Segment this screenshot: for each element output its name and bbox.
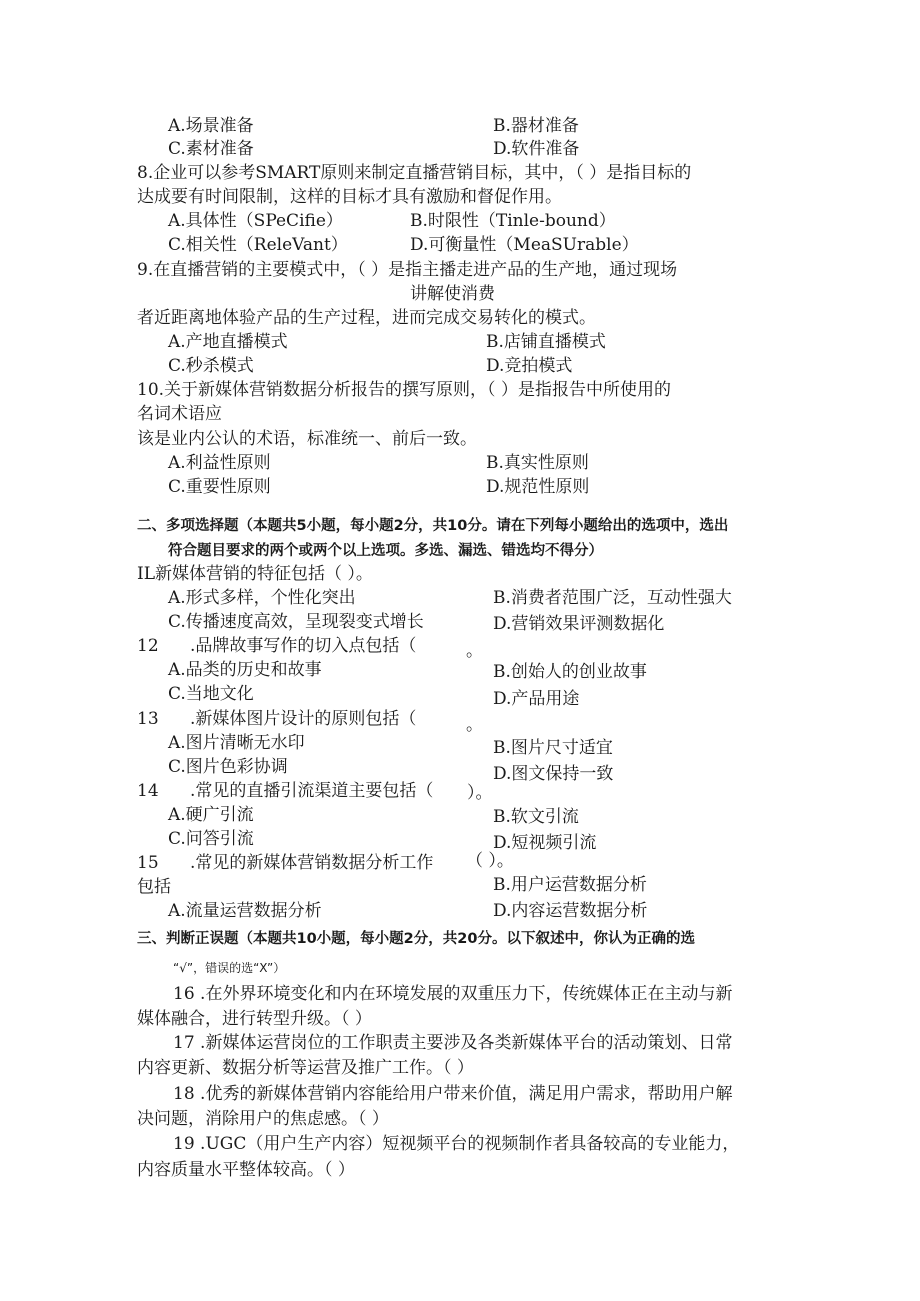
q7-option-c: C.素材准备 xyxy=(168,139,254,159)
q13-stem: .新媒体图片设计的原则包括（ xyxy=(190,709,417,729)
q7-option-a: A.场景准备 xyxy=(168,116,254,136)
q14-stem-tail: ）。 xyxy=(467,783,493,803)
q13-option-a: A.图片清晰无水印 xyxy=(168,733,305,753)
q15-option-a: A.流量运营数据分析 xyxy=(168,901,322,921)
q10-stem-line2: 该是业内公认的术语，标准统一、前后一致。 xyxy=(137,429,477,449)
q15-stem-tail: （ ）。 xyxy=(466,851,514,871)
q14-option-d: D.短视频引流 xyxy=(493,833,597,853)
q8-option-d: D.可衡量性（MeaSUrable） xyxy=(410,235,639,255)
q14-option-a: A.硬广引流 xyxy=(168,805,254,825)
q12-option-a: A.品类的历史和故事 xyxy=(168,660,322,680)
q13-number: 13 xyxy=(137,709,159,729)
q9-option-a: A.产地直播模式 xyxy=(168,332,288,352)
section2-heading-line2: 符合题目要求的两个或两个以上选项。多选、漏选、错选均不得分） xyxy=(168,543,603,559)
q12-number: 12 xyxy=(137,636,159,656)
q18-line1: 18 .优秀的新媒体营销内容能给用户带来价值，满足用户需求，帮助用户解 xyxy=(173,1084,733,1104)
q9-stem-line2: 者近距离地体验产品的生产过程，进而完成交易转化的模式。 xyxy=(137,308,596,328)
q10-stem-line1b: 名词术语应 xyxy=(137,404,222,424)
q10-option-d: D.规范性原则 xyxy=(486,477,590,497)
q19-line1: 19 .UGC（用户生产内容）短视频平台的视频制作者具备较高的专业能力， xyxy=(173,1134,740,1154)
q8-option-c: C.相关性（ReleVant） xyxy=(168,235,348,255)
q8-stem-line2: 达成要有时间限制，这样的目标才具有激励和督促作用。 xyxy=(137,187,562,207)
q12-option-d: D.产品用途 xyxy=(493,689,580,709)
q15-stem-line2: 包括 xyxy=(137,877,171,897)
q13-option-c: C.图片色彩协调 xyxy=(168,757,288,777)
q8-stem-line1: 8.企业可以参考SMART原则来制定直播营销目标，其中，（ ）是指目标的 xyxy=(137,163,692,183)
q10-option-b: B.真实性原则 xyxy=(486,453,589,473)
q10-option-c: C.重要性原则 xyxy=(168,477,271,497)
q16-line1: 16 .在外界环境变化和内在环境发展的双重压力下，传统媒体正在主动与新 xyxy=(173,984,733,1004)
section3-heading-line2: “√”，错误的选“X”） xyxy=(173,961,286,975)
q13-option-d: D.图文保持一致 xyxy=(493,764,614,784)
q12-option-b: B.创始人的创业故事 xyxy=(493,662,647,682)
q17-line1: 17 .新媒体运营岗位的工作职责主要涉及各类新媒体平台的活动策划、日常 xyxy=(173,1033,733,1053)
q10-option-a: A.利益性原则 xyxy=(168,453,271,473)
q15-stem: .常见的新媒体营销数据分析工作 xyxy=(190,853,434,873)
section3-heading-line1: 三、判断正误题（本题共10小题，每小题2分，共20分。以下叙述中，你认为正确的选 xyxy=(137,931,695,947)
q8-option-b: B.时限性（Tinle-bound） xyxy=(410,211,616,231)
q7-option-b: B.器材准备 xyxy=(493,116,579,136)
q9-option-c: C.秒杀模式 xyxy=(168,356,254,376)
q14-number: 14 xyxy=(137,781,159,801)
q9-option-d: D.竞拍模式 xyxy=(486,356,573,376)
q17-line2: 内容更新、数据分析等运营及推广工作。（ ） xyxy=(137,1058,474,1078)
q12-option-c: C.当地文化 xyxy=(168,684,254,704)
q7-option-d: D.软件准备 xyxy=(493,139,580,159)
q11-option-d: D.营销效果评测数据化 xyxy=(493,614,665,634)
q9-stem-line1: 9.在直播营销的主要模式中，（ ）是指主播走进产品的生产地，通过现场 xyxy=(137,260,678,280)
q10-stem-line1: 10.关于新媒体营销数据分析报告的撰写原则，（ ）是指报告中所使用的 xyxy=(137,380,671,400)
q16-line2: 媒体融合，进行转型升级。（ ） xyxy=(137,1009,372,1029)
q11-option-c: C.传播速度高效，呈现裂变式增长 xyxy=(168,612,424,632)
q9-stem-line1b: 讲解使消费 xyxy=(410,284,495,304)
q11-stem: IL新媒体营销的特征包括（ ）。 xyxy=(137,564,373,584)
q8-option-a: A.具体性（SPeCifie） xyxy=(168,211,343,231)
q13-stem-tail: 。 xyxy=(466,715,483,735)
q12-stem-tail: 。 xyxy=(466,641,483,661)
q14-option-b: B.软文引流 xyxy=(493,807,579,827)
q14-option-c: C.问答引流 xyxy=(168,829,254,849)
q19-line2: 内容质量水平整体较高。（ ） xyxy=(137,1160,355,1180)
q15-option-d: D.内容运营数据分析 xyxy=(493,901,648,921)
q15-number: 15 xyxy=(137,853,159,873)
q15-option-b: B.用户运营数据分析 xyxy=(493,875,647,895)
q11-option-a: A.形式多样，个性化突出 xyxy=(168,588,356,608)
section2-heading-line1: 二、多项选择题（本题共5小题，每小题2分，共10分。请在下列每小题给出的选项中，选出 xyxy=(137,518,729,534)
q12-stem: .品牌故事写作的切入点包括（ xyxy=(190,636,417,656)
q14-stem: .常见的直播引流渠道主要包括（ xyxy=(190,781,434,801)
q13-option-b: B.图片尺寸适宜 xyxy=(493,738,613,758)
q18-line2: 决问题，消除用户的焦虑感。（ ） xyxy=(137,1109,389,1129)
q11-option-b: B.消费者范围广泛，互动性强大 xyxy=(493,588,732,608)
q9-option-b: B.店铺直播模式 xyxy=(486,332,606,352)
